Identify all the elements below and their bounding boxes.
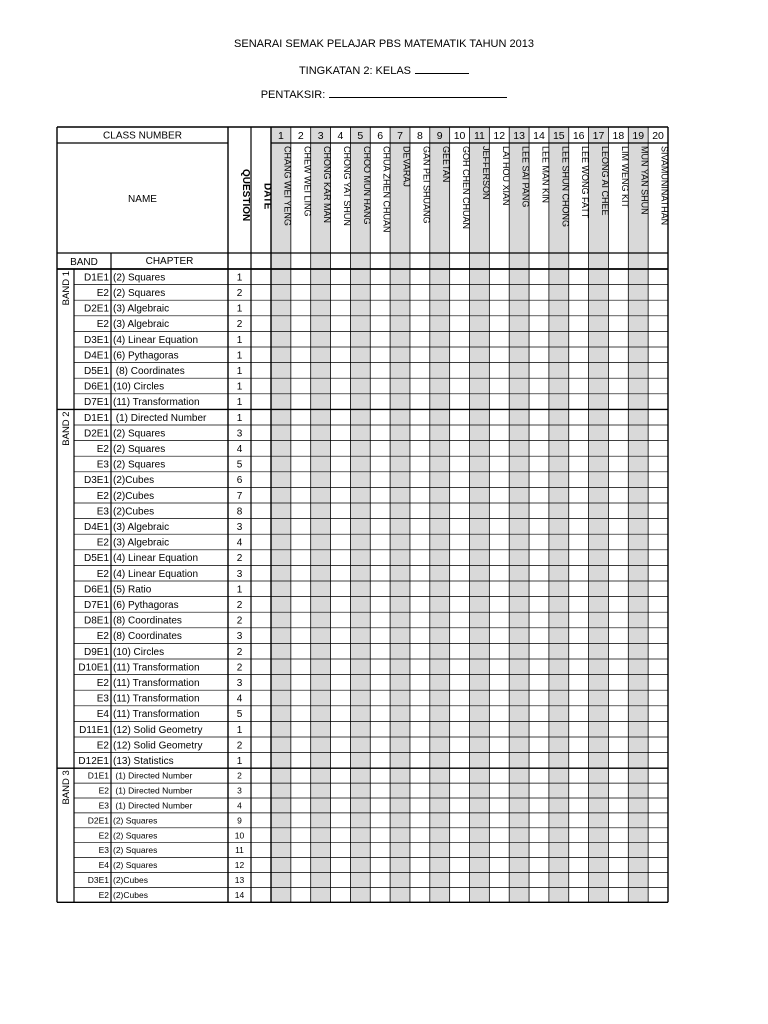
- student-name: GEETAN: [441, 146, 452, 183]
- row-code: E4: [98, 860, 109, 871]
- row-chapter: (2) Squares: [113, 845, 158, 856]
- student-column-shade: [628, 127, 648, 902]
- row-chapter: (2)Cubes: [113, 506, 155, 518]
- row-chapter: (2) Squares: [113, 459, 166, 471]
- row-question: 2: [236, 615, 243, 627]
- row-question: 4: [236, 537, 243, 549]
- student-number: 15: [552, 130, 565, 142]
- student-name: MUN YAN SHUN: [639, 146, 650, 215]
- row-question: 1: [236, 303, 243, 315]
- row-code: D11E1: [79, 724, 109, 736]
- row-code: E2: [96, 568, 109, 580]
- row-chapter: (1) Directed Number: [113, 800, 193, 811]
- row-code: E2: [96, 678, 109, 689]
- row-chapter: (11) Transformation: [113, 693, 200, 705]
- row-question: 3: [236, 631, 243, 643]
- band-name: BAND 1: [61, 271, 72, 306]
- student-number: 12: [493, 130, 506, 142]
- student-number: 2: [297, 130, 304, 142]
- row-question: 1: [236, 272, 243, 284]
- row-chapter: (2)Cubes: [113, 490, 155, 502]
- student-number: 11: [473, 130, 485, 142]
- row-chapter: (2) Squares: [113, 272, 166, 284]
- student-name: GAN PEI SHUANG: [421, 146, 432, 224]
- assessor-label: PENTAKSIR:: [260, 89, 326, 101]
- student-number: 7: [397, 130, 403, 142]
- row-chapter: (4) Linear Equation: [113, 553, 199, 565]
- row-question: 11: [235, 845, 244, 856]
- student-number: 16: [572, 130, 585, 142]
- row-chapter: (8) Coordinates: [113, 631, 182, 643]
- row-question: 3: [236, 428, 243, 440]
- student-name: DEVARAJ: [401, 146, 412, 187]
- row-chapter: (2) Squares: [113, 444, 166, 455]
- row-question: 2: [236, 600, 243, 611]
- row-code: D3E1: [83, 334, 109, 346]
- student-name: CHUA ZHEN CHUAN: [381, 146, 392, 233]
- row-code: D3E1: [87, 875, 109, 886]
- band-name: BAND 3: [61, 770, 72, 805]
- row-chapter: (6) Pythagoras: [113, 600, 179, 611]
- row-code: D1E1: [83, 272, 109, 284]
- student-name: LEE MAN KIN: [540, 146, 551, 204]
- row-question: 1: [236, 412, 243, 424]
- student-name: LAI HOU XIAN: [500, 146, 511, 206]
- row-chapter: (1) Directed Number: [113, 412, 207, 424]
- student-name: CHOO MUN HANG: [361, 146, 372, 225]
- row-question: 3: [236, 522, 243, 533]
- student-column-shade: [509, 127, 529, 902]
- row-chapter: (2)Cubes: [113, 889, 148, 900]
- student-name: SIVAMUNINATHAN: [659, 146, 670, 226]
- row-question: 2: [236, 288, 243, 299]
- row-question: 1: [236, 584, 243, 596]
- row-chapter: (10) Circles: [113, 646, 165, 658]
- chapter-label: CHAPTER: [145, 256, 194, 267]
- row-question: 5: [236, 709, 243, 721]
- student-name: CHONG YAT SHUN: [341, 146, 352, 226]
- name-label: NAME: [128, 194, 157, 205]
- row-code: E2: [98, 830, 109, 841]
- row-question: 7: [236, 490, 243, 502]
- student-number: 8: [416, 130, 423, 142]
- row-code: E3: [98, 800, 109, 811]
- student-number: 14: [533, 130, 545, 142]
- student-name: GOH CHEN CHUAN: [461, 146, 472, 230]
- row-chapter: (2) Squares: [113, 428, 166, 440]
- row-chapter: (4) Linear Equation: [113, 568, 199, 580]
- row-chapter: (12) Solid Geometry: [113, 740, 203, 752]
- row-chapter: (11) Transformation: [113, 678, 200, 689]
- row-code: E2: [96, 490, 109, 502]
- student-number: 9: [436, 130, 443, 142]
- row-code: D4E1: [83, 350, 109, 362]
- row-question: 5: [236, 459, 243, 471]
- row-chapter: (3) Algebraic: [113, 537, 170, 549]
- student-column-shade: [549, 127, 569, 902]
- row-code: D6E1: [83, 381, 109, 393]
- row-question: 2: [237, 770, 242, 781]
- row-question: 1: [236, 366, 243, 377]
- row-question: 1: [236, 756, 243, 767]
- question-label: QUESTION: [240, 169, 251, 222]
- student-number: 13: [513, 130, 525, 142]
- row-chapter: (12) Solid Geometry: [113, 724, 203, 736]
- row-question: 1: [236, 397, 243, 409]
- row-code: E2: [96, 444, 109, 455]
- row-code: E3: [96, 693, 109, 705]
- student-name: CHONG KAR MAN: [322, 146, 333, 224]
- student-number: 6: [377, 130, 384, 142]
- row-chapter: (1) Directed Number: [113, 770, 193, 781]
- row-code: D7E1: [83, 600, 109, 611]
- row-code: D7E1: [83, 397, 109, 409]
- student-number: 19: [632, 130, 645, 142]
- student-number: 3: [317, 130, 324, 142]
- student-number: 1: [278, 130, 284, 142]
- document-title: SENARAI SEMAK PELAJAR PBS MATEMATIK TAHUN 2013: [234, 38, 534, 50]
- row-code: D10E1: [78, 662, 109, 674]
- student-number: 17: [592, 130, 605, 142]
- student-name: CHEW WEI LING: [302, 146, 313, 217]
- row-question: 1: [236, 381, 243, 393]
- row-chapter: (6) Pythagoras: [113, 350, 179, 362]
- student-name: LEE WONG FATT: [580, 146, 591, 219]
- student-name: LIM WENG KIT: [619, 146, 630, 209]
- student-name: LEONG AI CHEE: [600, 146, 611, 216]
- row-code: D2E1: [83, 303, 109, 315]
- row-code: E2: [96, 319, 109, 331]
- student-name: LEE SAI PANG: [520, 146, 531, 208]
- row-chapter: (1) Directed Number: [113, 785, 193, 796]
- row-question: 14: [234, 889, 245, 900]
- row-chapter: (3) Algebraic: [113, 303, 170, 315]
- student-column-shade: [390, 127, 410, 902]
- student-number: 20: [652, 130, 664, 142]
- row-chapter: (2) Squares: [113, 860, 158, 871]
- student-name: CHANG WEI YENG: [282, 146, 293, 226]
- row-chapter: (3) Algebraic: [113, 522, 170, 533]
- row-code: D5E1: [83, 553, 109, 565]
- row-question: 1: [236, 334, 243, 346]
- row-question: 3: [236, 568, 243, 580]
- band-name: BAND 2: [61, 411, 72, 446]
- row-code: D3E1: [83, 475, 109, 487]
- row-question: 2: [236, 553, 243, 565]
- row-question: 4: [236, 693, 243, 705]
- date-label: DATE: [261, 183, 273, 210]
- form-label: TINGKATAN 2: KELAS: [298, 65, 412, 77]
- row-question: 2: [236, 319, 243, 331]
- row-question: 4: [237, 800, 242, 811]
- row-chapter: (13) Statistics: [113, 756, 174, 767]
- student-column-shade: [311, 127, 331, 902]
- student-number: 4: [337, 130, 344, 142]
- row-chapter: (8) Coordinates: [113, 366, 185, 377]
- row-chapter: (11) Transformation: [113, 709, 200, 721]
- row-code: D6E1: [83, 584, 109, 596]
- row-code: D2E1: [83, 428, 109, 440]
- band-label: BAND: [70, 257, 98, 268]
- row-code: E2: [98, 785, 109, 796]
- row-code: D1E1: [83, 412, 109, 424]
- row-code: E3: [96, 506, 109, 518]
- row-code: D12E1: [78, 756, 109, 767]
- row-chapter: (2)Cubes: [113, 875, 148, 886]
- row-question: 9: [237, 815, 242, 826]
- row-chapter: (4) Linear Equation: [113, 334, 199, 346]
- row-code: D9E1: [83, 646, 109, 658]
- row-question: 10: [234, 830, 245, 841]
- row-chapter: (2) Squares: [113, 815, 158, 826]
- row-question: 3: [236, 678, 243, 689]
- row-code: E4: [96, 709, 109, 721]
- row-chapter: (2)Cubes: [113, 475, 155, 487]
- row-question: 1: [236, 724, 243, 736]
- row-code: E3: [98, 845, 109, 856]
- student-number: 18: [612, 130, 625, 142]
- student-name: JEFFERSON: [480, 146, 491, 200]
- row-code: E2: [96, 288, 109, 299]
- student-column-shade: [271, 127, 291, 902]
- row-code: E2: [96, 740, 109, 752]
- row-question: 2: [236, 662, 243, 674]
- row-chapter: (2) Squares: [113, 830, 158, 841]
- row-chapter: (2) Squares: [113, 288, 166, 299]
- row-question: 2: [236, 740, 243, 752]
- row-code: D1E1: [87, 770, 109, 781]
- row-chapter: (10) Circles: [113, 381, 165, 393]
- student-column-shade: [430, 127, 450, 902]
- row-question: 3: [237, 785, 242, 796]
- row-question: 6: [236, 475, 243, 487]
- row-chapter: (5) Ratio: [113, 584, 152, 596]
- row-question: 8: [236, 506, 243, 518]
- row-code: D8E1: [83, 615, 109, 627]
- row-question: 13: [234, 875, 245, 886]
- row-code: E2: [96, 631, 109, 643]
- row-code: E3: [96, 459, 109, 471]
- row-chapter: (3) Algebraic: [113, 319, 170, 331]
- row-code: D2E1: [87, 815, 109, 826]
- row-code: D5E1: [83, 366, 109, 377]
- row-question: 4: [236, 444, 243, 455]
- student-column-shade: [470, 127, 490, 902]
- student-column-shade: [350, 127, 370, 902]
- class-number-label: CLASS NUMBER: [103, 130, 182, 142]
- student-number: 5: [357, 130, 364, 142]
- row-question: 2: [236, 646, 243, 658]
- row-code: E2: [98, 889, 109, 900]
- row-chapter: (11) Transformation: [113, 662, 200, 674]
- row-code: D4E1: [83, 522, 109, 533]
- student-number: 10: [453, 130, 466, 142]
- student-name: LEE SHUN CHONG: [560, 146, 571, 228]
- student-column-shade: [589, 127, 609, 902]
- row-code: E2: [96, 537, 109, 549]
- row-chapter: (8) Coordinates: [113, 615, 182, 627]
- row-question: 1: [236, 350, 243, 362]
- row-chapter: (11) Transformation: [113, 397, 200, 409]
- row-question: 12: [234, 860, 245, 871]
